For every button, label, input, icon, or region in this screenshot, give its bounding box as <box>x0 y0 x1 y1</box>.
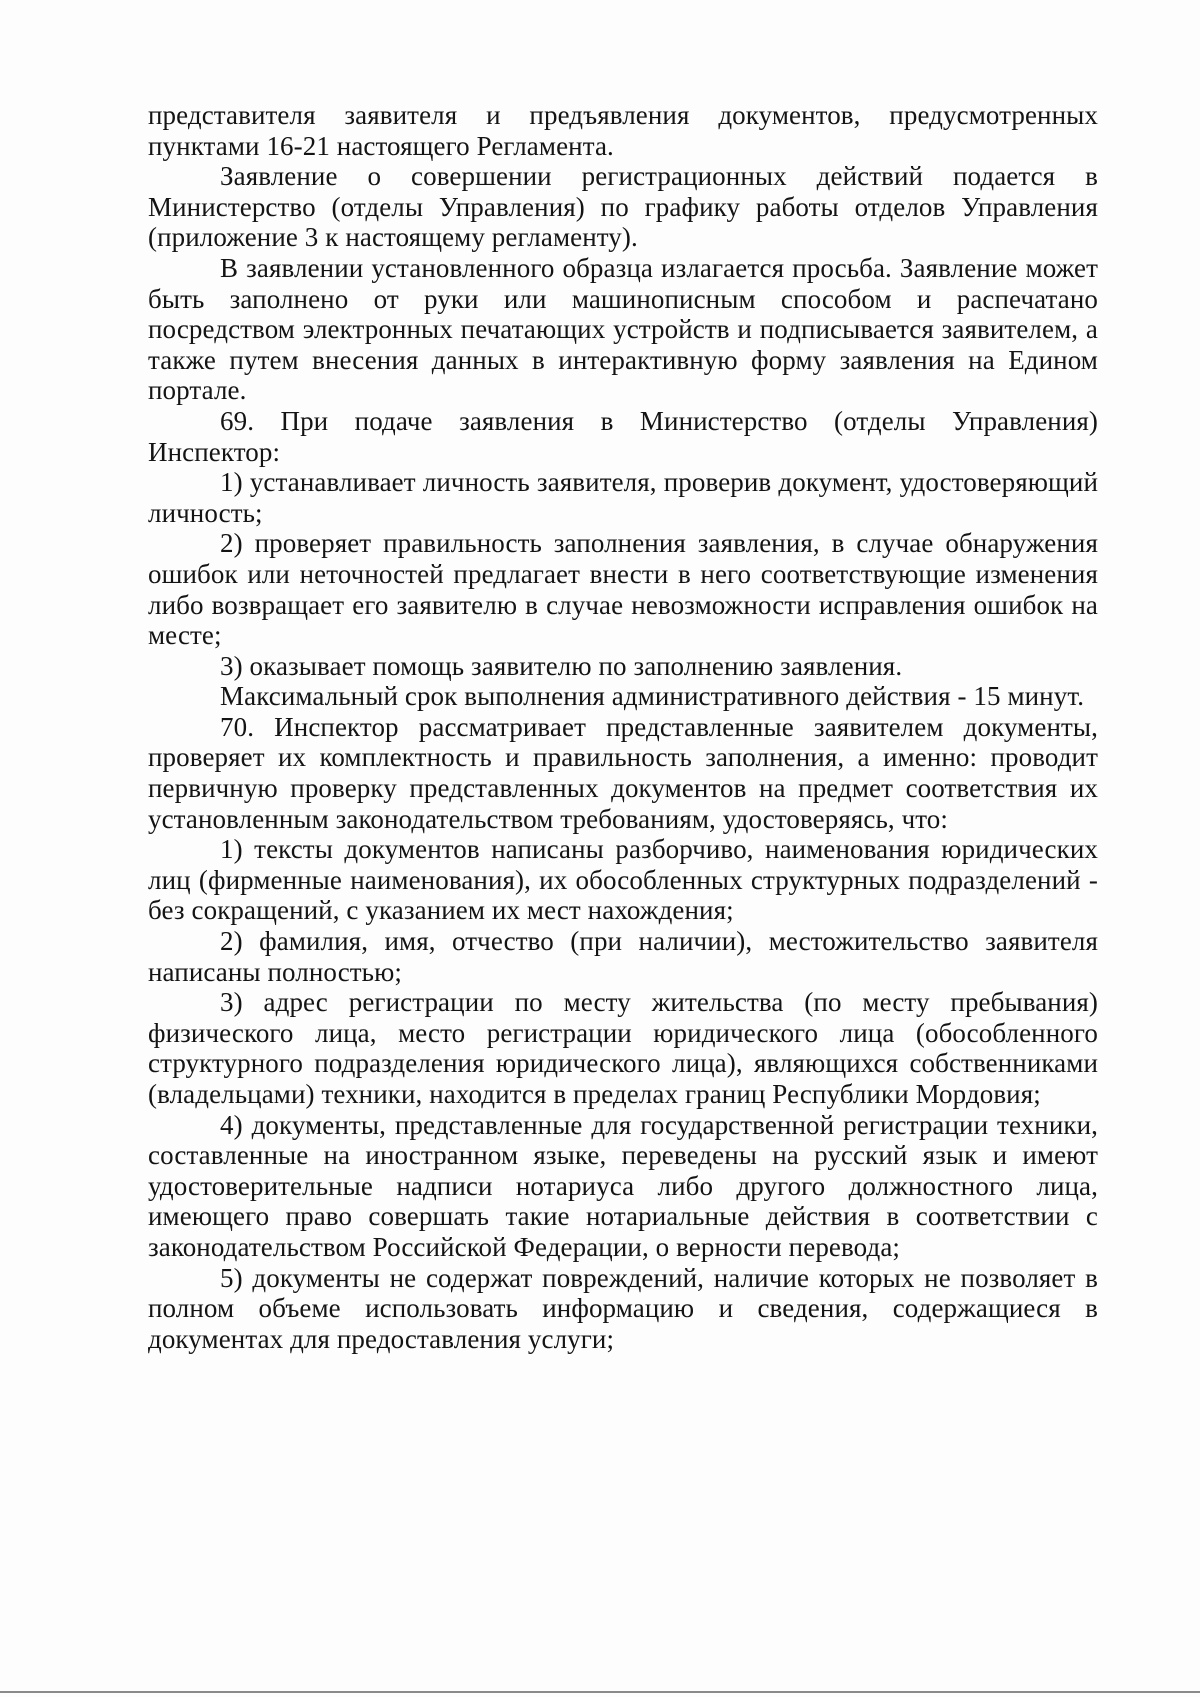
paragraph-item-69-3: 3) оказывает помощь заявителю по заполнению заявления. <box>220 650 903 681</box>
paragraph-item-70-1: 1) тексты документов написаны разборчиво, наименования юридических лиц (фирменные наименования), их обособленных структурных подразделений - без сокращений, с указанием их мест нахождения; <box>148 834 1098 926</box>
paragraph-item-70-5: 5) документы не содержат повреждений, наличие которых не позволяет в полном объеме использовать информацию и сведения, содержащиеся в документах для предоставления услуги; <box>148 1262 1098 1354</box>
scan-bottom-edge <box>0 1691 1200 1693</box>
paragraph-item-69: 69. При подаче заявления в Министерство (отделы Управления) Инспектор: <box>148 405 1098 467</box>
paragraph-application-submission: Заявление о совершении регистрационных действий подается в Министерство (отделы Управления) по графику работы отделов Управления (приложение 3 к настоящему регламенту). <box>148 161 1098 253</box>
document-body <box>148 100 1098 1354</box>
paragraph-continuation: представителя заявителя и предъявления документов, предусмотренных пунктами 16-21 настоящего Регламента. <box>148 100 1098 161</box>
paragraph-item-69-2: 2) проверяет правильность заполнения заявления, в случае обнаружения ошибок или неточностей предлагает внести в него соответствующие изменения либо возвращает его заявителю в случае невозможности исправления ошибок на месте; <box>148 528 1098 651</box>
paragraph-item-70-4: 4) документы, представленные для государственной регистрации техники, составленные на иностранном языке, переведены на русский язык и имеют удостоверительные надписи нотариуса либо другого должностного лица, имеющего право совершать такие нотариальные действия в соответствии с законодательством Российской Федерации, о верности перевода; <box>148 1109 1098 1262</box>
paragraph-item-70: 70. Инспектор рассматривает представленные заявителем документы, проверяет их комплектность и правильность заполнения, а именно: проводит первичную проверку представленных документов на предмет соответствия их установленным законодательством требованиям, удостоверяясь, что: <box>148 711 1098 834</box>
paragraph-application-form: В заявлении установленного образца излагается просьба. Заявление может быть заполнено от руки или машинописным способом и распечатано посредством электронных печатающих устройств и подписывается заявителем, а также путем внесения данных в интерактивную форму заявления на Едином портале. <box>148 252 1098 406</box>
paragraph-item-69-1: 1) устанавливает личность заявителя, проверив документ, удостоверяющий личность; <box>148 467 1098 528</box>
paragraph-item-70-3: 3) адрес регистрации по месту жительства (по месту пребывания) физического лица, место регистрации юридического лица (обособленного структурного подразделения юридического лица), являющихся собственниками (владельцами) техники, находится в пределах границ Республики Мордовия; <box>148 987 1098 1109</box>
paragraph-max-duration: Максимальный срок выполнения административного действия - 15 минут. <box>220 681 1085 712</box>
paragraph-item-70-2: 2) фамилия, имя, отчество (при наличии), местожительство заявителя написаны полностью; <box>148 926 1098 987</box>
